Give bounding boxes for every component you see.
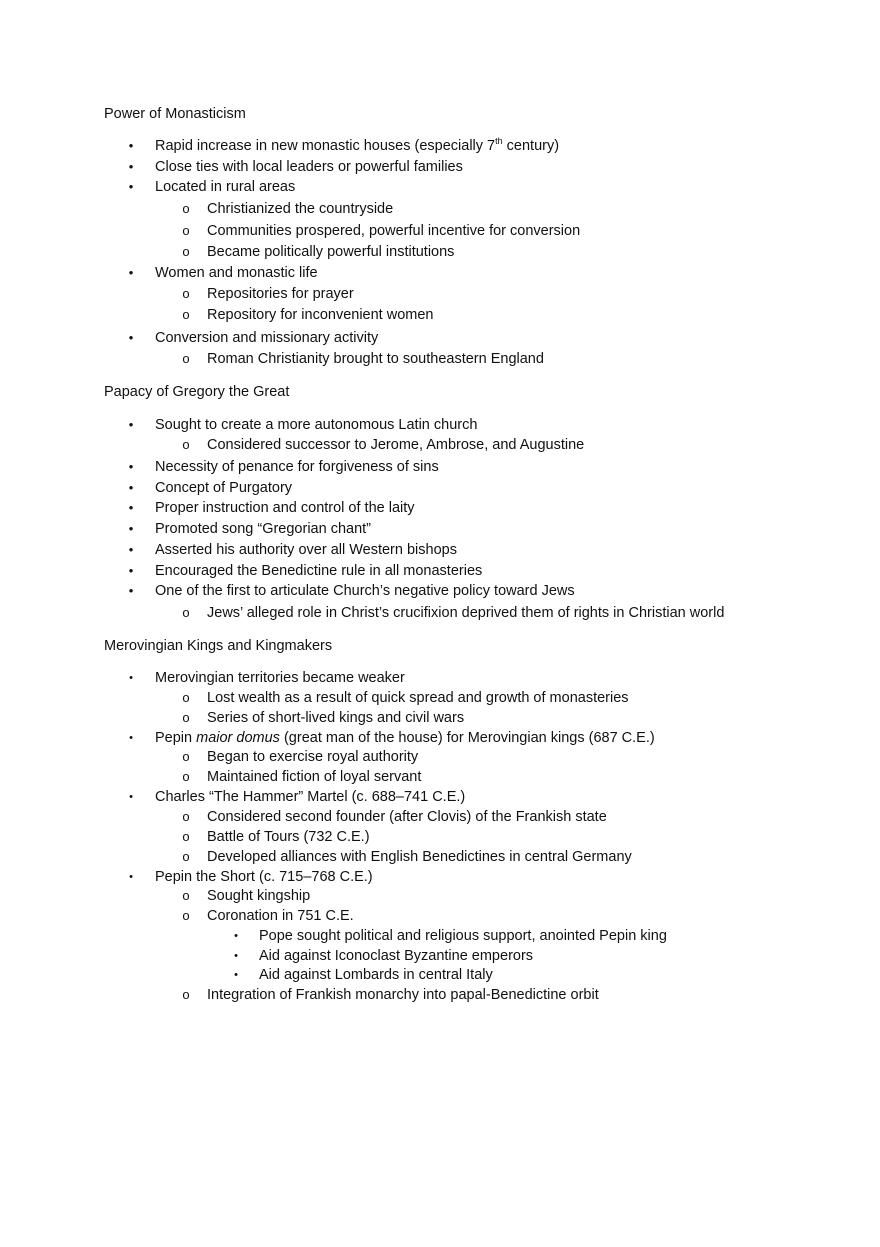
bullet-circle: o — [182, 690, 190, 705]
list-subsubitem: Aid against Iconoclast Byzantine emperors — [259, 948, 534, 964]
list-item-text: Rapid increase in new monastic houses (especially 7 — [155, 138, 496, 154]
list-item: Women and monastic life — [155, 265, 318, 281]
list-item: Pepin the Short (c. 715–768 C.E.) — [155, 869, 373, 885]
list-item: Merovingian territories became weaker — [155, 670, 405, 686]
bullet-disc: • — [128, 417, 134, 432]
bullet-disc: • — [128, 159, 134, 174]
bullet-circle: o — [182, 849, 190, 864]
list-item — [155, 137, 559, 155]
bullet-disc: • — [128, 179, 134, 194]
list-item: Proper instruction and control of the laity — [155, 500, 415, 516]
list-item — [155, 729, 655, 747]
bullet-disc: • — [128, 330, 134, 345]
list-subitem: Became politically powerful institutions — [207, 244, 455, 260]
list-item: Asserted his authority over all Western bishops — [155, 542, 457, 558]
bullet-circle: o — [182, 244, 190, 259]
bullet-disc: • — [128, 500, 134, 515]
bullet-circle: o — [182, 710, 190, 725]
list-subitem: Repository for inconvenient women — [207, 307, 434, 323]
list-subitem: Jews’ alleged role in Christ’s crucifixion deprived them of rights in Christian world — [207, 605, 725, 621]
superscript: th — [495, 136, 503, 147]
bullet-circle: o — [182, 351, 190, 366]
list-subitem: Sought kingship — [207, 888, 311, 904]
list-subitem: Roman Christianity brought to southeastern England — [207, 351, 544, 367]
bullet-disc: • — [128, 459, 134, 474]
bullet-small: • — [129, 871, 133, 883]
bullet-circle: o — [182, 809, 190, 824]
bullet-circle: o — [182, 749, 190, 764]
list-item: Close ties with local leaders or powerful families — [155, 159, 463, 175]
list-subitem: Developed alliances with English Benedictines in central Germany — [207, 849, 632, 865]
list-item: Necessity of penance for forgiveness of sins — [155, 459, 439, 475]
bullet-disc: • — [128, 583, 134, 598]
bullet-small: • — [129, 791, 133, 803]
list-subitem: Christianized the countryside — [207, 201, 394, 217]
list-subitem: Coronation in 751 C.E. — [207, 908, 354, 924]
bullet-circle: o — [182, 908, 190, 923]
bullet-circle: o — [182, 437, 190, 452]
list-subsubitem: Pope sought political and religious support, anointed Pepin king — [259, 928, 667, 944]
bullet-disc: • — [128, 542, 134, 557]
list-subitem: Lost wealth as a result of quick spread and growth of monasteries — [207, 690, 629, 706]
list-subitem: Communities prospered, powerful incentive for conversion — [207, 223, 581, 239]
bullet-disc: • — [128, 521, 134, 536]
bullet-circle: o — [182, 307, 190, 322]
list-subitem: Considered second founder (after Clovis) of the Frankish state — [207, 809, 607, 825]
list-item: Concept of Purgatory — [155, 480, 293, 496]
bullet-circle: o — [182, 769, 190, 784]
list-subitem: Repositories for prayer — [207, 286, 354, 302]
list-subitem: Series of short-lived kings and civil wars — [207, 710, 465, 726]
bullet-disc: • — [128, 480, 134, 495]
list-subitem: Integration of Frankish monarchy into papal-Benedictine orbit — [207, 987, 599, 1003]
bullet-small: • — [129, 672, 133, 684]
bullet-circle: o — [182, 605, 190, 620]
bullet-small: • — [234, 950, 238, 962]
list-subitem: Considered successor to Jerome, Ambrose, and Augustine — [207, 437, 585, 453]
list-subitem: Maintained fiction of loyal servant — [207, 769, 422, 785]
list-subsubitem: Aid against Lombards in central Italy — [259, 967, 493, 983]
list-item-text: Pepin — [155, 730, 197, 746]
list-subitem: Began to exercise royal authority — [207, 749, 419, 765]
list-item-text: (great man of the house) for Merovingian kings (687 C.E.) — [279, 730, 655, 746]
bullet-circle: o — [182, 201, 190, 216]
list-subitem: Battle of Tours (732 C.E.) — [207, 829, 370, 845]
section-heading-monasticism: Power of Monasticism — [104, 106, 246, 122]
list-item: Charles “The Hammer” Martel (c. 688–741 C.E.) — [155, 789, 466, 805]
bullet-small: • — [129, 732, 133, 744]
list-item-text: century) — [502, 138, 560, 154]
italic-term: maior domus — [196, 730, 280, 746]
list-item: Sought to create a more autonomous Latin church — [155, 417, 478, 433]
bullet-small: • — [234, 930, 238, 942]
list-item: Conversion and missionary activity — [155, 330, 379, 346]
bullet-disc: • — [128, 138, 134, 153]
bullet-circle: o — [182, 987, 190, 1002]
bullet-circle: o — [182, 888, 190, 903]
bullet-circle: o — [182, 286, 190, 301]
bullet-small: • — [234, 969, 238, 981]
bullet-circle: o — [182, 829, 190, 844]
bullet-circle: o — [182, 223, 190, 238]
section-heading-merovingian: Merovingian Kings and Kingmakers — [104, 638, 333, 654]
list-item: Located in rural areas — [155, 179, 296, 195]
bullet-disc: • — [128, 563, 134, 578]
section-heading-gregory: Papacy of Gregory the Great — [104, 384, 290, 400]
list-item: Encouraged the Benedictine rule in all monasteries — [155, 563, 483, 579]
bullet-disc: • — [128, 265, 134, 280]
list-item: One of the first to articulate Church’s negative policy toward Jews — [155, 583, 575, 599]
list-item: Promoted song “Gregorian chant” — [155, 521, 371, 537]
